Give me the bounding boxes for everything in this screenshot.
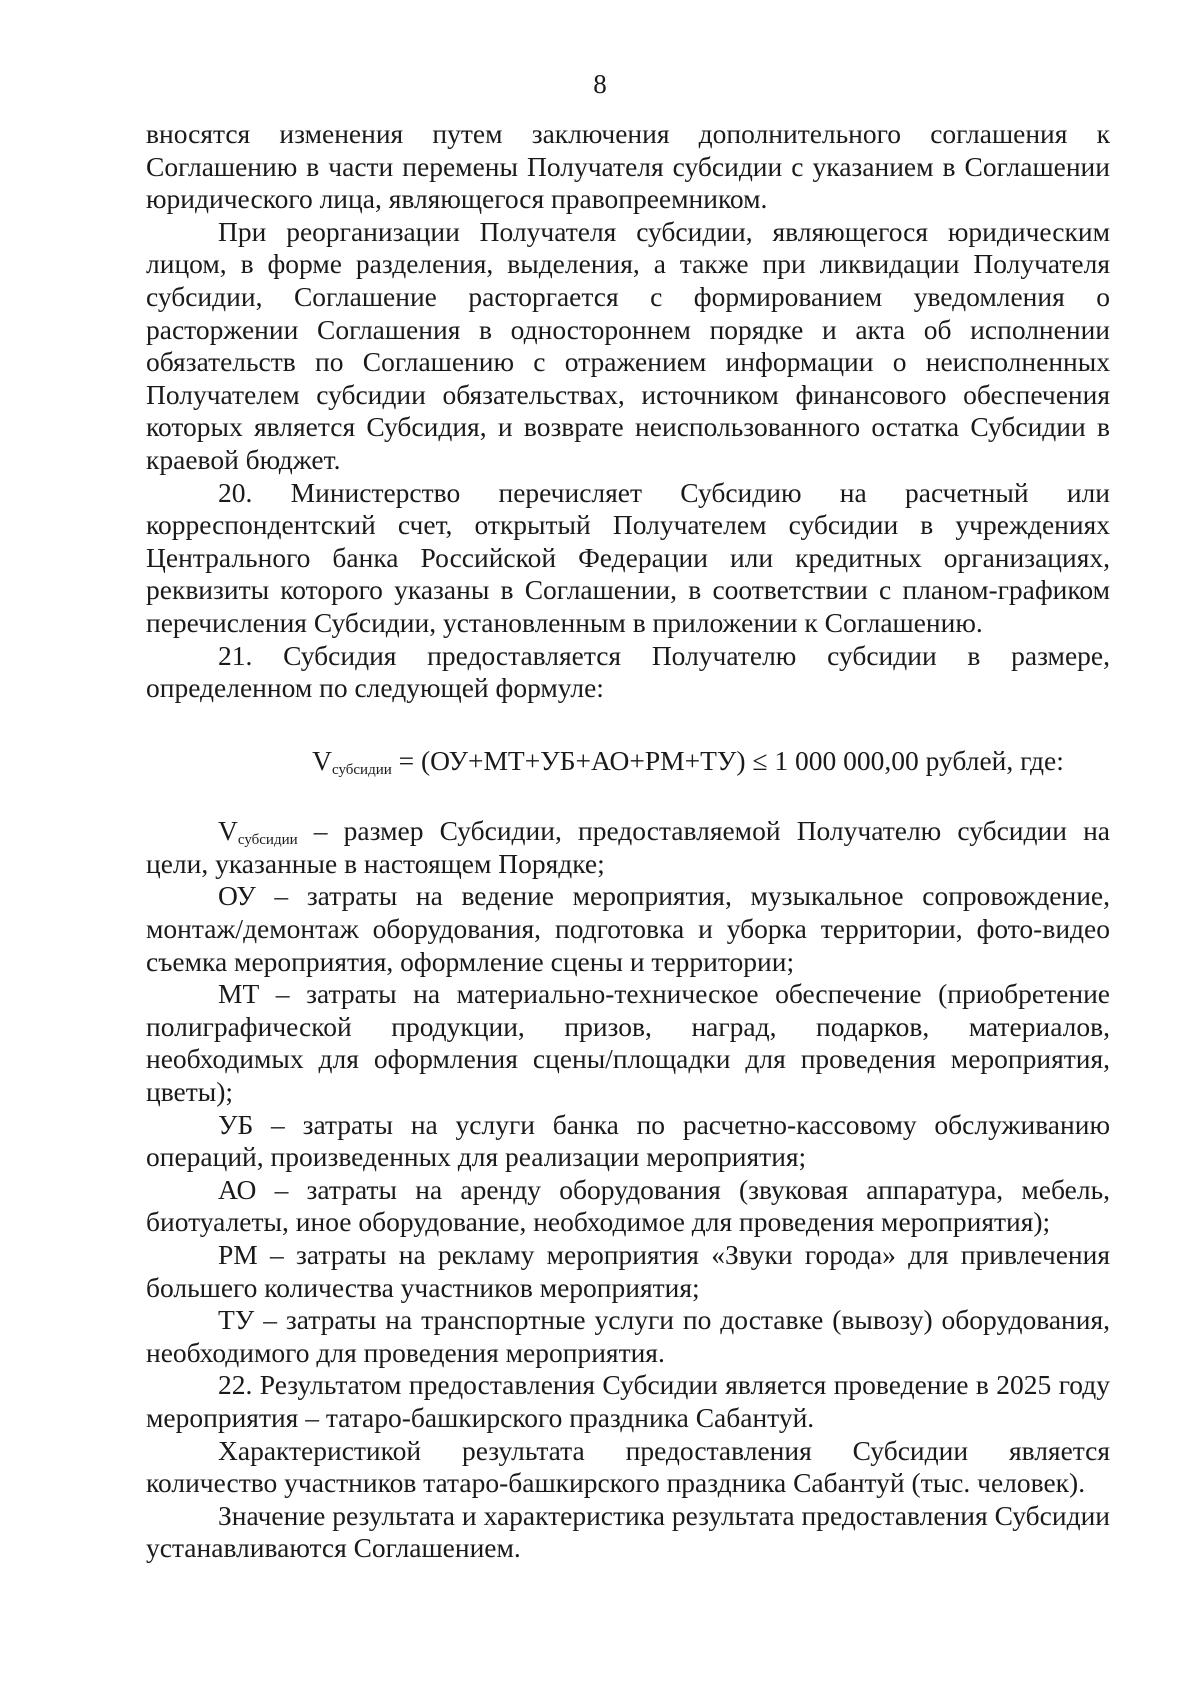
subsidy-formula [146,745,1110,778]
paragraph-value: Значение результата и характеристика результата предоставления Субсидии устанавливаются Соглашением. [146,1499,1110,1564]
paragraph-20: 20. Министерство перечисляет Субсидию на расчетный или корреспондентский счет, открытый Получателем субсидии в учреждениях Центрального банка Российской Федерации или кредитных организациях, реквизиты которого указаны в Соглашении, в соответствии с планом-графиком перечисления Субсидии, установленным в приложении к Соглашению. [146,476,1110,638]
definition-ao: АО – затраты на аренду оборудования (звуковая аппаратура, мебель, биотуалеты, иное оборудование, необходимое для проведения мероприятия); [146,1173,1110,1238]
formula-subscript: субсидии [332,761,392,778]
definition-v-symbol: V [218,815,238,847]
paragraph-22: 22. Результатом предоставления Субсидии является проведение в 2025 году мероприятия – татаро-башкирского праздника Сабантуй. [146,1369,1110,1433]
formula-symbol: V [312,744,332,776]
definition-tu: ТУ – затраты на транспортные услуги по доставке (вывозу) оборудования, необходимого для проведения мероприятия. [146,1304,1110,1368]
paragraph-reorganization: При реорганизации Получателя субсидии, являющегося юридическим лицом, в форме разделения, выделения, а также при ликвидации Получателя субсидии, Соглашение расторгается с формированием уведомления о расторжении Соглашения в одностороннем порядке и акта об исполнении обязательств по Соглашению с отражением информации о неисполненных Получателем субсидии обязательствах, источником финансового обеспечения которых является Субсидия, и возврате неиспользованного остатка Субсидии в краевой бюджет. [146,215,1110,475]
definition-v [146,815,1110,880]
definition-mt: МТ – затраты на материально-техническое обеспечение (приобретение полиграфической продукции, призов, наград, подарков, материалов, необходимых для оформления сцены/площадки для проведения мероприятия, цветы); [146,978,1110,1108]
paragraph-characteristic: Характеристикой результата предоставления Субсидии является количество участников татаро-башкирского праздника Сабантуй (тыс. человек). [146,1434,1110,1499]
definition-rm: РМ – затраты на рекламу мероприятия «Звуки города» для привлечения большего количества участников мероприятия; [146,1239,1110,1303]
definition-ub: УБ – затраты на услуги банка по расчетно-кассовому обслуживанию операций, произведенных для реализации мероприятия; [146,1108,1110,1173]
document-body [146,118,1110,1565]
definition-ou: ОУ – затраты на ведение мероприятия, музыкальное сопровождение, монтаж/демонтаж оборудования, подготовка и уборка территории, фото-видео съемка мероприятия, оформление сцены и территории; [146,880,1110,977]
page-number: 8 [593,69,607,99]
definition-v-text: – размер Субсидии, предоставляемой Получателю субсидии на цели, указанные в настоящем Порядке; [146,815,1110,879]
formula-expression: = (ОУ+МТ+УБ+АО+РМ+ТУ) ≤ 1 000 000,00 рублей, где: [391,744,1064,776]
definition-v-subscript: субсидии [237,832,298,849]
paragraph-continuation: вносятся изменения путем заключения дополнительного соглашения к Соглашению в части перемены Получателя субсидии с указанием в Соглашении юридического лица, являющегося правопреемником. [146,118,1110,215]
paragraph-21: 21. Субсидия предоставляется Получателю субсидии в размере, определенном по следующей формуле: [146,639,1110,704]
